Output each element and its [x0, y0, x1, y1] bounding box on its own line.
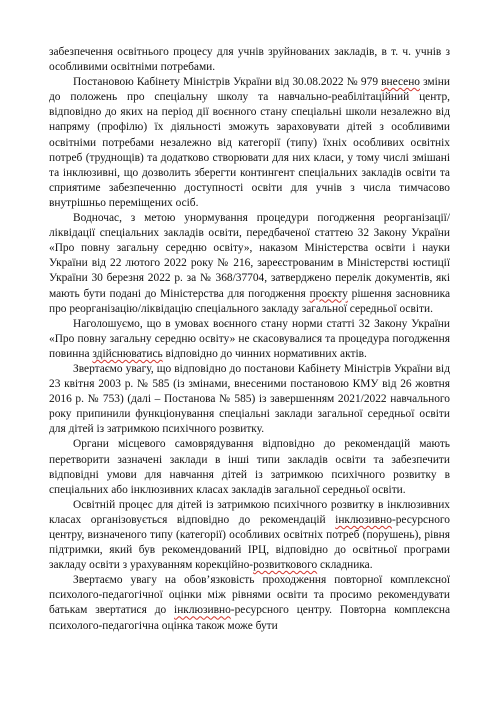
text-run: Органи місцевого самоврядування відповідно до рекомендацій мають перетворити зазначені заклади в інші типи закладів освіти та забезпечити відповідні умови для навчання дітей із затримкою психічного розвитку в спеціальних або інклюзивних класах закладів загальної середньої освіти. [49, 438, 450, 496]
paragraph [49, 498, 450, 573]
paragraph [49, 317, 450, 362]
spellcheck-flagged-word[interactable]: проєкту [309, 287, 348, 300]
text-run: зміни до положень про спеціальну школу та навчально-реабілітаційний центр, відповідно до яких на період дії воєнного стану спеціальні школи незалежно від напряму (профілю) їх діяльності зможуть зараховувати дітей з особливими освітніми потребами незалежно від категорії (типу) їхніх особливих освітніх потреб (труднощів) та додатково створювати для них класи, у тому числі змішані та інклюзивні, що дозволить зберегти контингент спеціальних закладів освіти та сприятиме забезпеченню доступності освіти для учнів з числа тимчасово внутрішньо переміщених осіб. [49, 76, 450, 209]
paragraph [49, 75, 450, 211]
paragraph [49, 573, 450, 633]
spellcheck-flagged-word[interactable]: інклюзивно [335, 513, 392, 526]
text-run: Звертаємо увагу на обов’язковість проходження повторної комплексної психолого-педагогічної оцінки між рівнями освіти та просимо рекомендувати батькам звертатися до [49, 574, 450, 617]
text-run: забезпечення освітнього процесу для учнів зруйнованих закладів, в т. ч. учнів з особливими освітніми потребами. [49, 46, 450, 74]
paragraph [49, 362, 450, 437]
text-run: відповідно до чинних нормативних актів. [162, 347, 367, 360]
paragraph [49, 211, 450, 317]
spellcheck-flagged-word[interactable]: здійснюватись [92, 347, 163, 360]
text-run: складника. [317, 559, 373, 572]
text-run: рішення засновника про реорганізацію/ліквідацію спеціального закладу загальної середньої освіти. [49, 287, 450, 315]
text-run: Водночас, з метою унормування процедури погодження реорганізації/ліквідації спеціальних закладів освіти, передбаченої статтею 32 Закону України «Про повну загальну середню освіту», наказом Міністерства освіти і науки України від 22 лютого 2022 року № 216, зареєстрованим в Міністерстві юстиції України 30 березня 2022 р. за № 368/37704, затверджено перелік документів, які мають бути подані до Міністерства для погодження [49, 212, 450, 300]
paragraph [49, 437, 450, 497]
text-run: -ресурсного центру. Повторна комплексна психолого-педагогічна оцінка також може бути [49, 604, 451, 632]
spellcheck-flagged-word[interactable]: розвиткового [253, 559, 318, 572]
text-run: Освітній процес для дітей із затримкою психічного розвитку в інклюзивних класах організовується відповідно до рекомендацій [49, 498, 450, 526]
spellcheck-flagged-word[interactable]: інклюзивно [174, 604, 231, 617]
text-run: Постановою Кабінету Міністрів України від 30.08.2022 № 979 [73, 76, 382, 89]
text-run: -ресурсного центру, визначеного типу (категорії) особливих освітніх потреб (порушень), рівня підтримки, який був рекомендований ІРЦ, відповідно до освітньої програми закладу освіти з урахуванням корекційно- [49, 513, 450, 572]
paragraph [49, 45, 450, 75]
spellcheck-flagged-word[interactable]: внесено [381, 76, 420, 89]
text-run: Звертаємо увагу, що відповідно до постанови Кабінету Міністрів України від 23 квітня 2003 р. № 585 (із змінами, внесеними постановою КМУ від 26 жовтня 2016 р. № 753) (далі – Постанова № 585) із завершенням 2021/2022 навчального року припинили функціонування спеціальні заклади загальної середньої освіти для дітей із затримкою психічного розвитку. [49, 362, 450, 436]
text-run: Наголошуємо, що в умовах воєнного стану норми статті 32 Закону України «Про повну загальну середню освіту» не скасовувалися та процедура погодження повинна [49, 317, 450, 360]
